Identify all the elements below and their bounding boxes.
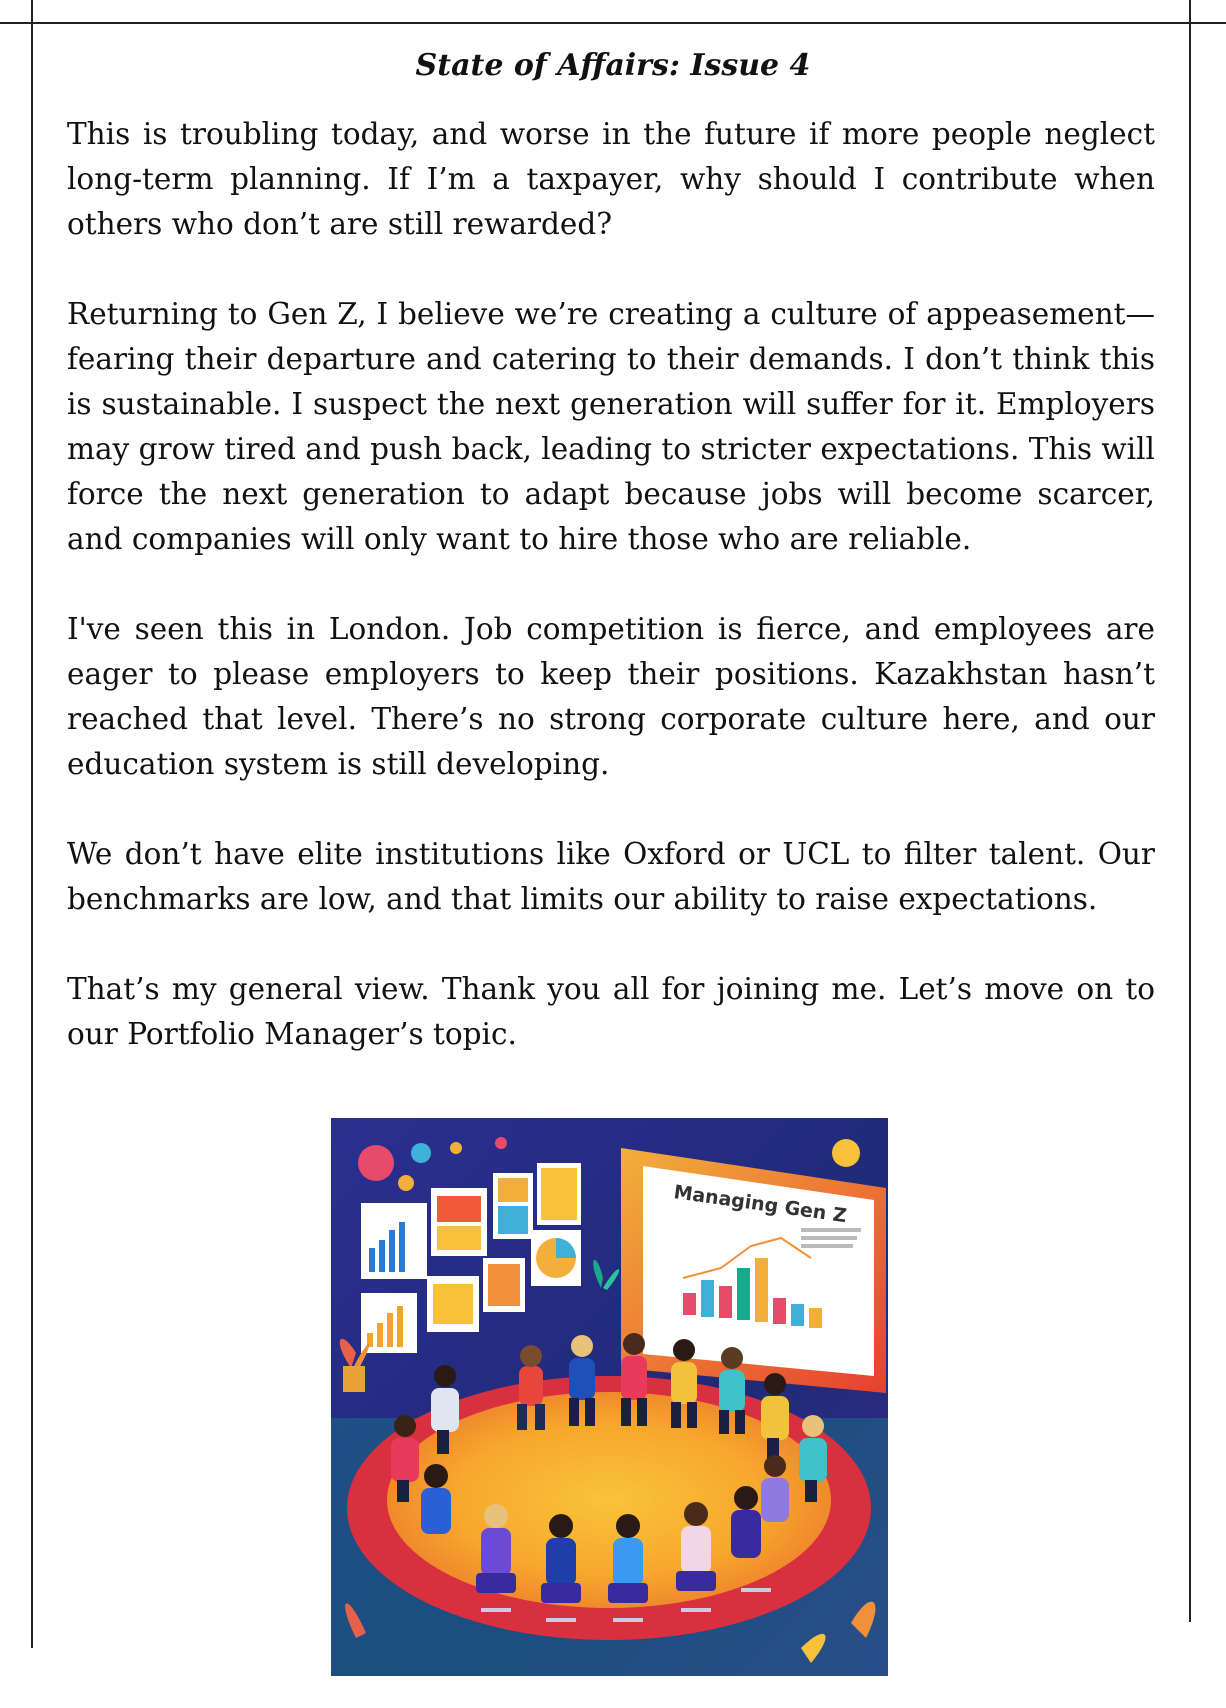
screen-title: Managing Gen Z <box>672 1181 849 1228</box>
top-rule <box>0 22 1226 24</box>
presentation-screen <box>621 1148 886 1393</box>
paragraph: I've seen this in London. Job competition is fierce, and employees are eager to please employers to keep their positions. Kazakhstan hasn’t reached that level. There’s no strong corporate culture here, and our education system is still developing. <box>67 612 1155 781</box>
paragraph: Returning to Gen Z, I believe we’re creating a culture of appeasement—fearing their departure and catering to their demands. I don’t think this is sustainable. I suspect the next generation will suffer for it. Employers may grow tired and push back, leading to stricter expectations. This will force the next generation to adapt because jobs will become scarcer, and companies will only want to hire those who are reliable. <box>67 297 1155 556</box>
page-title: State of Affairs: Issue 4 <box>415 48 811 83</box>
paragraph: That’s my general view. Thank you all for joining me. Let’s move on to our Portfolio Manager’s topic. <box>67 972 1155 1051</box>
meeting-illustration <box>331 1118 888 1676</box>
article-body <box>67 112 1155 1102</box>
paragraph: This is troubling today, and worse in the future if more people neglect long-term planning. If I’m a taxpayer, why should I contribute when others who don’t are still rewarded? <box>67 117 1155 241</box>
left-rule <box>31 0 33 1648</box>
paragraph: We don’t have elite institutions like Oxford or UCL to filter talent. Our benchmarks are low, and that limits our ability to raise expectations. <box>67 837 1155 916</box>
right-rule <box>1189 0 1191 1622</box>
